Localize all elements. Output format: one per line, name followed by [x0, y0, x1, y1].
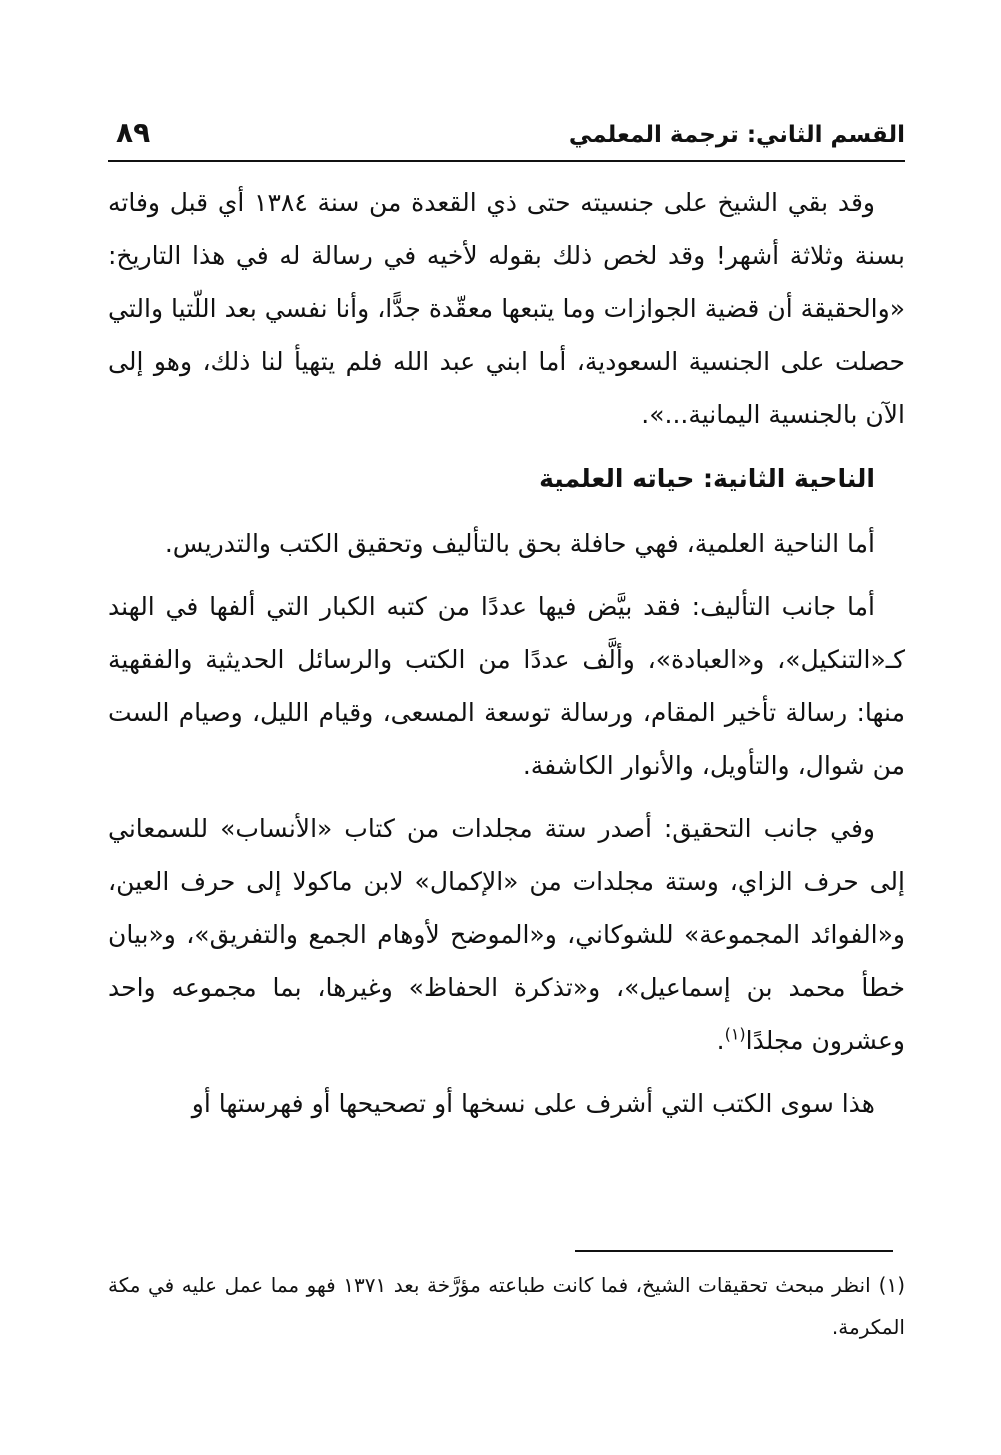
paragraph-supervision: هذا سوى الكتب التي أشرف على نسخها أو تصحيحها أو فهرستها أو: [191, 1089, 875, 1118]
footnote-text: انظر مبحث تحقيقات الشيخ، فما كانت طباعته مؤرَّخة بعد ١٣٧١ فهو مما عمل عليه في مكة المكرمة.: [108, 1273, 905, 1339]
page-header: [108, 112, 905, 156]
page-number: ٨٩: [116, 116, 151, 149]
header-rule: [108, 160, 905, 162]
footnote-separator: [575, 1250, 893, 1252]
footnote-reference[interactable]: (١): [724, 1024, 746, 1044]
paragraph-scholarly-life: أما الناحية العلمية، فهي حافلة بحق بالتأليف وتحقيق الكتب والتدريس.: [164, 529, 875, 558]
paragraph-editing-text: وفي جانب التحقيق: أصدر ستة مجلدات من كتاب «الأنساب» للسمعاني إلى حرف الزاي، وستة مجلدات من «الإكمال» لابن ماكولا إلى حرف العين، و«الفوائد المجموعة» للشوكاني، و«الموضح لأوهام الجمع والتفريق»، و«بيان خطأ محمد بن إسماعيل»، و«تذكرة الحفاظ» وغيرها، بما مجموعه واحد وعشرون مجلدًا: [108, 814, 905, 1055]
footnotes: [108, 1264, 905, 1348]
footnote-item: [108, 1264, 905, 1348]
paragraph-authorship: أما جانب التأليف: فقد بيَّض فيها عددًا من كتبه الكبار التي ألفها في الهند كـ«التنكيل»، و«العبادة»، وألَّف عددًا من الكتب والرسائل الحديثية والفقهية منها: رسالة تأخير المقام، ورسالة توسعة المسعى، وقيام الليل، وصيام الست من شوال، والتأويل، والأنوار الكاشفة.: [108, 592, 905, 780]
running-title: القسم الثاني: ترجمة المعلمي: [568, 122, 905, 148]
paragraph-citizenship: وقد بقي الشيخ على جنسيته حتى ذي القعدة من سنة ١٣٨٤ أي قبل وفاته بسنة وثلاثة أشهر! وقد لخص ذلك بقوله لأخيه في رسالة له في هذا التاريخ: «والحقيقة أن قضية الجوازات وما يتبعها معقّدة جدًّا، وأنا نفسي بعد اللّتيا والتي حصلت على الجنسية السعودية، أما ابني عبد الله فلم يتهيأ لنا ذلك، وهو إلى الآن بالجنسية اليمانية...».: [108, 188, 905, 429]
paragraph-editing-end: .: [716, 1026, 725, 1055]
footnote-number: (١): [878, 1273, 906, 1297]
paragraph-editing: [108, 802, 905, 1067]
body-text: [108, 176, 905, 1130]
section-heading: الناحية الثانية: حياته العلمية: [539, 464, 875, 493]
